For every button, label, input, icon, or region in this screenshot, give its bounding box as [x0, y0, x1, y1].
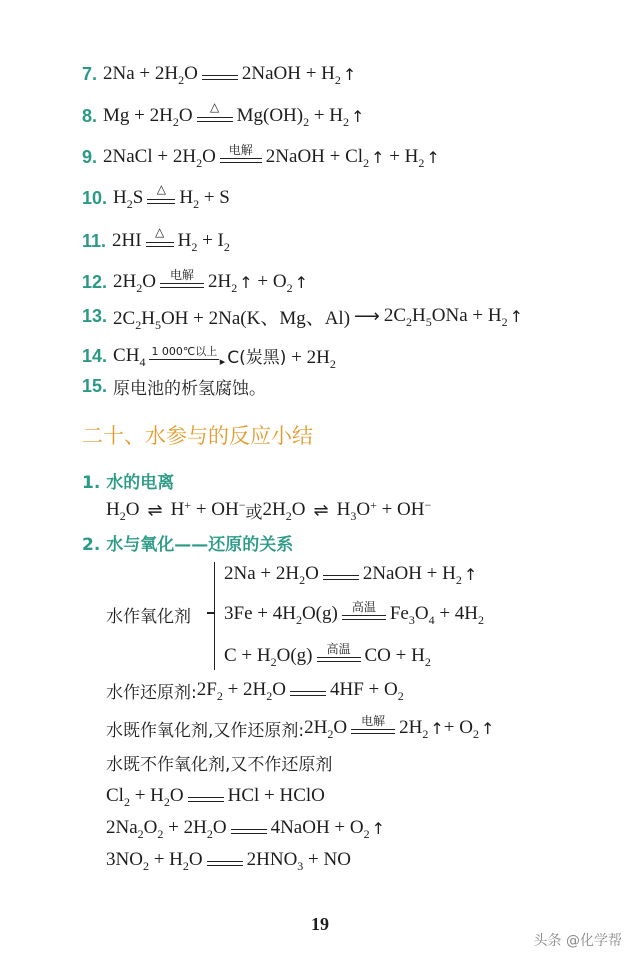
- electrolysis-condition: 电解: [361, 714, 386, 728]
- oxidant-eq-1: $2Na + 2H_2O$ 2NaOH + $H_2$ ↑: [224, 560, 477, 588]
- carbon-black-product: C(炭黑): [227, 348, 287, 368]
- high-temp-condition: 高温: [351, 600, 376, 614]
- gas-arrow-icon: ↑: [371, 147, 385, 167]
- subheading-ionization: [82, 466, 174, 494]
- heat-equals-sign: [197, 102, 233, 130]
- electrolysis-equals-sign: [351, 714, 395, 742]
- gas-arrow-icon: ↑: [371, 818, 386, 838]
- electrolysis-condition: 电解: [228, 143, 253, 157]
- item-number: 8.: [82, 105, 98, 126]
- oxidant-label: [106, 600, 191, 628]
- label-text: 水既作氧化剂,又作还原剂:: [106, 720, 305, 741]
- high-temp-equals-sign: [342, 600, 386, 628]
- high-temp-condition: 高温: [326, 642, 351, 656]
- gas-arrow-icon: ↑: [342, 64, 357, 84]
- oxidant-eq-3: $C + H_2O(g)$ 高温 CO + $H_2$: [224, 642, 431, 669]
- equation-14: 14. $CH_4$ 1 000℃以上 ▸ C(炭黑) + $2H_2$: [82, 342, 336, 370]
- item-text: 原电池的析氢腐蚀。: [113, 378, 267, 399]
- neither-eq-2: $2Na_2O_2 + 2H_2O$ 4NaOH + $O_2$ ↑: [106, 814, 385, 842]
- watermark: 头条 @化学帮: [533, 933, 622, 949]
- heat-condition: △: [156, 182, 166, 196]
- reversible-arrow-icon: ⇌: [313, 499, 329, 521]
- gas-arrow-icon: ↑: [430, 718, 444, 738]
- oxidant-eq-2: $3Fe + 4H_2O(g)$ 高温 $Fe_3O_4 + 4H_2$: [224, 600, 484, 627]
- equation-11: 11. 2HI △ $H_2 + I_2$: [82, 225, 230, 254]
- equation-7: 7. $2Na + 2H_2O$ 2NaOH + $H_2$ ↑: [82, 60, 356, 88]
- item-number: 12.: [82, 271, 108, 292]
- item-number: 11.: [82, 230, 107, 251]
- equation-15: [82, 372, 266, 400]
- gas-arrow-icon: ↑: [351, 106, 365, 126]
- heat-equals-sign: [146, 227, 174, 255]
- equation-8: 8. $Mg + 2H_2O$ △ $Mg(OH)_2 + H_2$ ↑: [82, 100, 365, 129]
- subheading-text: 1. 水的电离: [82, 472, 175, 493]
- label-text: 水既不作氧化剂,又不作还原剂: [106, 754, 333, 775]
- gas-arrow-icon: ↑: [480, 718, 495, 738]
- temperature-condition: 1 000℃以上: [151, 345, 218, 358]
- subheading-redox: [82, 528, 293, 556]
- item-number: 14.: [82, 345, 108, 366]
- equals-sign: [207, 846, 243, 874]
- item-number: 10.: [82, 187, 108, 208]
- equation-13: 13. $2C_2H_5OH + 2Na(K$、Mg、Al) ⟶ $2C_2H_5ONa + H_2$ ↑: [82, 305, 523, 332]
- gas-arrow-icon: ↑: [294, 272, 308, 292]
- section-heading: 二十、水参与的反应小结: [82, 424, 313, 448]
- arrow-tip-icon: ▸: [219, 356, 226, 368]
- neither-eq-1: $Cl_2 + H_2O$ HCl + HClO: [106, 782, 325, 810]
- brace-icon: [214, 562, 223, 670]
- item-number: 7.: [82, 63, 98, 84]
- subheading-text: 2. 水与氧化——还原的关系: [82, 534, 294, 555]
- electrolysis-condition: 电解: [169, 268, 194, 282]
- equals-sign: [290, 676, 326, 704]
- gas-arrow-icon: ↑: [463, 564, 478, 584]
- equals-sign: [202, 60, 238, 88]
- item-number: 9.: [82, 146, 98, 167]
- gas-arrow-icon: ↑: [509, 306, 523, 326]
- item-number: 13.: [82, 305, 108, 326]
- equation-9: 9. 2NaCl + $2H_2O$ 电解 2NaOH + $Cl_2$ ↑ + $H_2$ ↑: [82, 143, 440, 170]
- equation-12: 12. $2H_2O$ 电解 $2H_2$ ↑ + $O_2$ ↑: [82, 268, 308, 295]
- item-number: 15.: [82, 375, 108, 396]
- electrolysis-equals-sign: [220, 143, 262, 171]
- heat-condition: △: [154, 225, 165, 239]
- gas-arrow-icon: ↑: [239, 272, 253, 292]
- label-text: 水作还原剂:: [106, 682, 197, 703]
- reversible-arrow-icon: ⇌: [147, 499, 163, 521]
- equals-sign: [231, 814, 267, 842]
- gas-arrow-icon: ↑: [426, 147, 440, 167]
- equation-10: 10. $H_2S$ △ $H_2 + S$: [82, 182, 230, 211]
- ionization-equation: $H_2O$ ⇌ H+ + OH− 或 $2H_2O$ ⇌ $H_3O^+ + OH^-$: [106, 498, 432, 523]
- or-text: 或: [245, 502, 263, 523]
- page-number: 19: [311, 914, 329, 934]
- neither-eq-3: $3NO_2 + H_2O$ $2HNO_3$ + NO: [106, 846, 351, 874]
- label-text: 水作氧化剂: [106, 606, 191, 627]
- heat-equals-sign: [147, 184, 175, 212]
- heat-condition: △: [209, 100, 220, 114]
- both-line: 水既作氧化剂,又作还原剂: $2H_2O$ 电解 $2H_2$ ↑ + $O_2$ ↑: [106, 714, 495, 741]
- high-temp-equals-sign: [317, 642, 361, 670]
- equals-sign: [188, 782, 224, 810]
- condition-arrow: [149, 342, 226, 370]
- reaction-arrow-icon: ⟶: [354, 305, 380, 327]
- reductant-line: 水作还原剂: $2F_2 + 2H_2O$ $4HF + O_2$: [106, 676, 404, 704]
- equals-sign: [323, 560, 359, 588]
- electrolysis-equals-sign: [160, 268, 204, 296]
- neither-label: [106, 748, 332, 776]
